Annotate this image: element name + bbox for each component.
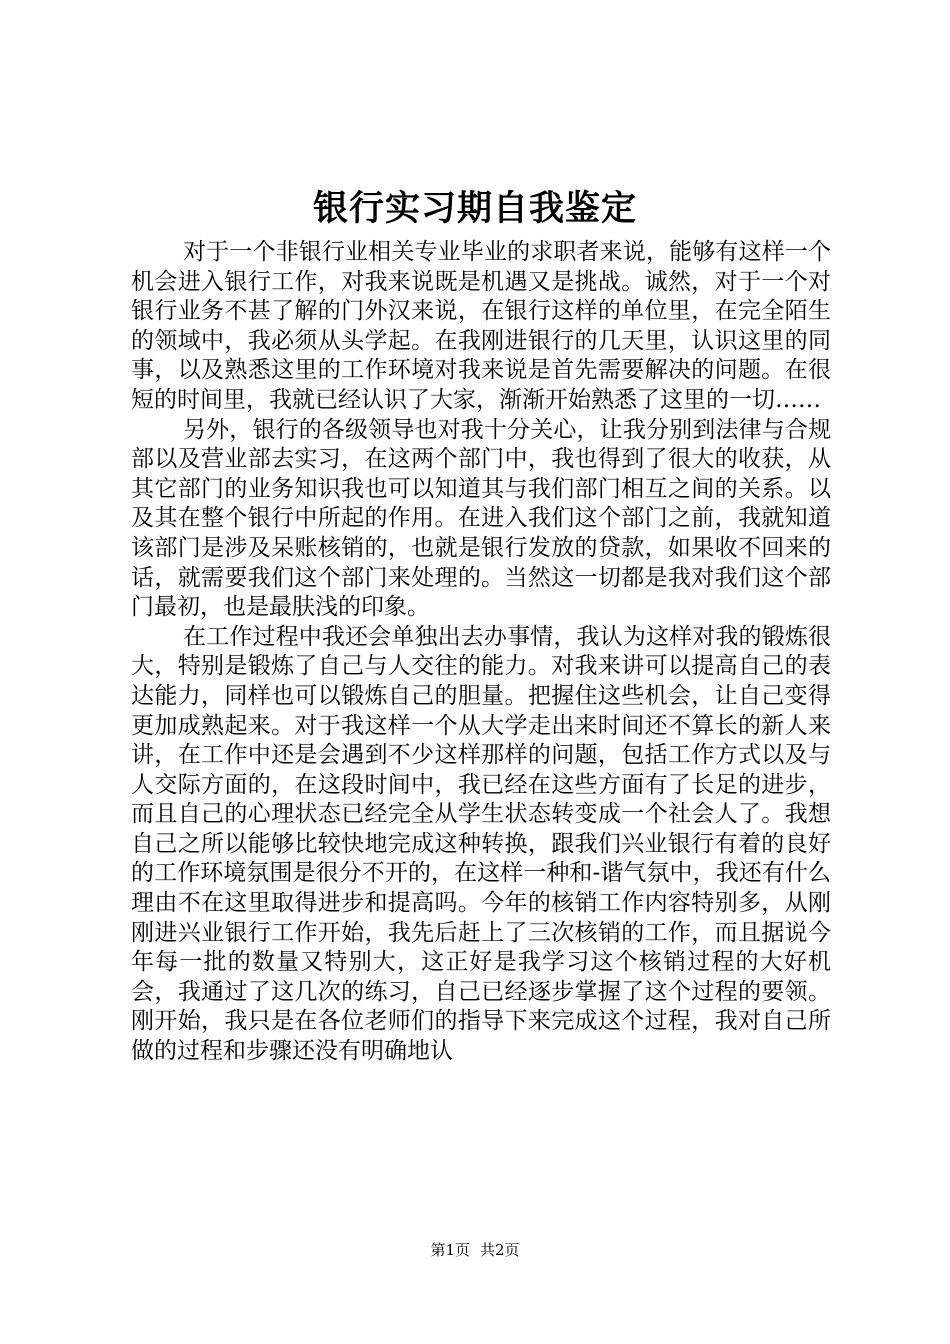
paragraph: 另外，银行的各级领导也对我十分关心，让我分别到法律与合规部以及营业部去实习，在这两个部门中，我也得到了很大的收获，从其它部门的业务知识我也可以知道其与我们部门相互之间的关系。以及其在整个银行中所起的作用。在进入我们这个部门之前，我就知道该部门是涉及呆账核销的，也就是银行发放的贷款，如果收不回来的话，就需要我们这个部门来处理的。当然这一切都是我对我们这个部门最初，也是最肤浅的印象。	[131, 416, 831, 621]
document-body	[131, 238, 831, 1067]
page-number-total: 共2页	[480, 1241, 520, 1259]
paragraph: 对于一个非银行业相关专业毕业的求职者来说，能够有这样一个机会进入银行工作，对我来说既是机遇又是挑战。诚然，对于一个对银行业务不甚了解的门外汉来说，在银行这样的单位里，在完全陌生的领域中，我必须从头学起。在我刚进银行的几天里，认识这里的同事，以及熟悉这里的工作环境对我来说是首先需要解决的问题。在很短的时间里，我就已经认识了大家，渐渐开始熟悉了这里的一切……	[131, 239, 831, 413]
page-footer	[0, 1240, 950, 1260]
page-number-current: 第1页	[430, 1241, 470, 1259]
document-title: 银行实习期自我鉴定	[312, 188, 637, 229]
paragraph: 在工作过程中我还会单独出去办事情，我认为这样对我的锻炼很大，特别是锻炼了自己与人交往的能力。对我来讲可以提高自己的表达能力，同样也可以锻炼自己的胆量。把握住这些机会，让自己变得更加成熟起来。对于我这样一个从大学走出来时间还不算长的新人来讲，在工作中还是会遇到不少这样那样的问题，包括工作方式以及与人交际方面的，在这段时间中，我已经在这些方面有了长足的进步，而且自己的心理状态已经完全从学生状态转变成一个社会人了。我想自己之所以能够比较快地完成这种转换，跟我们兴业银行有着的良好的工作环境氛围是很分不开的，在这样一种和-谐气氛中，我还有什么理由不在这里取得进步和提高吗。今年的核销工作内容特别多，从刚刚进兴业银行工作开始，我先后赶上了三次核销的工作，而且据说今年每一批的数量又特别大，这正好是我学习这个核销过程的大好机会，我通过了这几次的练习，自己已经逐步掌握了这个过程的要领。刚开始，我只是在各位老师们的指导下来完成这个过程，我对自己所做的过程和步骤还没有明确地认	[131, 623, 831, 1065]
